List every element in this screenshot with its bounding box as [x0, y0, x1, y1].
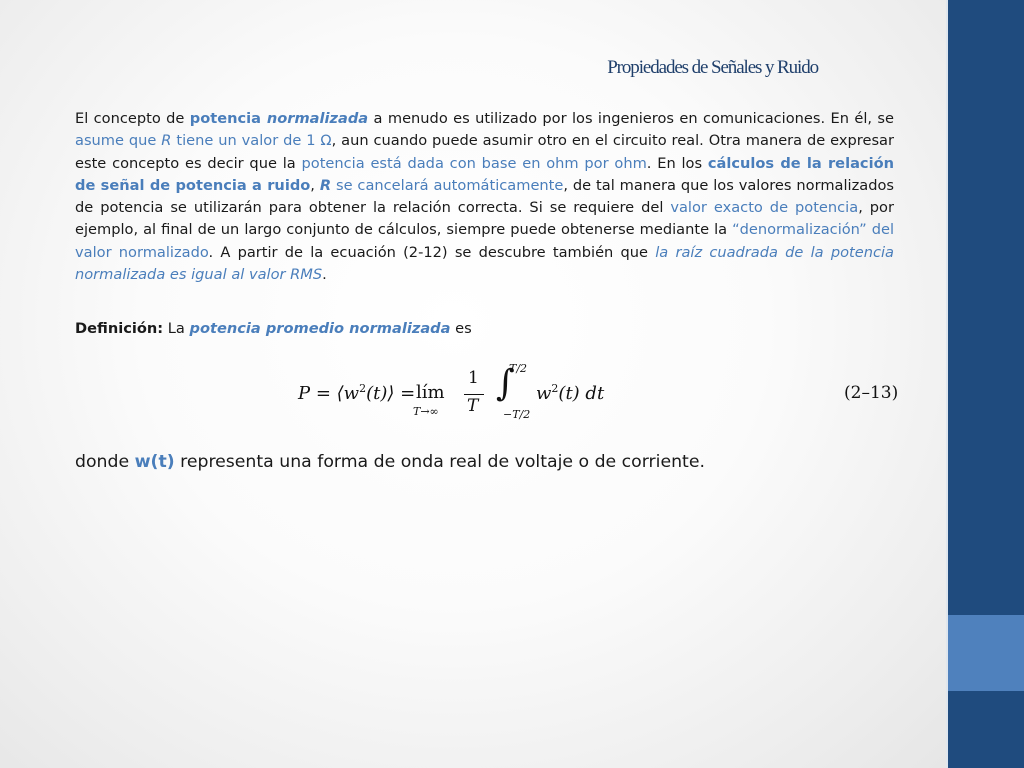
equation-lhs-start: P = ⟨w [298, 383, 360, 404]
text-run: . En los [646, 154, 708, 172]
equation-integrand-rest: (t) dt [558, 383, 605, 404]
highlight-variable: R [319, 176, 332, 194]
equation-fraction-bar [464, 394, 484, 395]
equation-number: (2–13) [844, 383, 899, 403]
equation-limit-subscript: T→∞ [413, 405, 439, 418]
definition-line [75, 320, 472, 337]
equation-integrand-var: w [536, 383, 552, 404]
equation-lower-limit: −T/2 [503, 408, 531, 421]
highlight-text: potencia está dada con base en ohm por ohm [301, 154, 647, 172]
text-run: es [450, 320, 472, 337]
highlight-text: asume que [75, 132, 162, 150]
equation-upper-limit: T/2 [509, 362, 528, 375]
equation-limit: lím [416, 382, 445, 403]
definition-label: Definición: [75, 320, 164, 337]
equation-fraction-denominator: T [467, 396, 479, 416]
text-run: donde [75, 452, 135, 472]
highlight-italic: la raíz cuadrada de la potencia normalizada es igual al valor RMS [75, 243, 894, 284]
sidebar-accent-block [948, 615, 1024, 691]
text-run: , aun cuando puede asumir otro en el circuito real. Otra manera de expresar este concepto es decir que la [75, 132, 894, 172]
highlight-text: se cancelará automáticamente [335, 176, 564, 194]
text-run: , por ejemplo, al final de un largo conjunto de cálculos, siempre puede obtenerse mediante la [75, 199, 894, 239]
highlight-term: potencia [189, 110, 267, 127]
where-variable: w(t) [134, 452, 175, 472]
where-line [75, 452, 705, 472]
equation [296, 362, 616, 428]
highlight-text: tiene un valor de 1 Ω [171, 132, 332, 150]
highlight-variable: R [161, 132, 172, 150]
highlight-text: “denormalización” del valor normalizado [75, 221, 894, 261]
equation-integrand-exponent: 2 [551, 382, 559, 395]
definition-term: potencia promedio normalizada [189, 320, 451, 337]
text-run: El concepto de [75, 110, 190, 127]
text-run: , [310, 176, 320, 194]
text-run: representa una forma de onda real de voltaje o de corriente. [174, 452, 705, 472]
slide-title: Propiedades de Señales y Ruido [607, 57, 818, 78]
highlight-term: normalizada [266, 110, 369, 127]
highlight-text: valor exacto de potencia [670, 199, 859, 217]
body-paragraph [75, 108, 894, 286]
text-run: a menudo es utilizado por los ingenieros en comunicaciones. En él, se [368, 110, 894, 127]
text-run: , de tal manera que los valores normalizados de potencia se utilizarán para obtener la relación correcta. Si se requiere del [75, 176, 894, 217]
equation-lhs-exponent: 2 [359, 382, 367, 395]
equation-lhs [298, 382, 415, 404]
sidebar-decoration [946, 0, 1024, 768]
equation-lhs-end: (t)⟩ = [366, 383, 416, 404]
equation-fraction-numerator: 1 [468, 368, 479, 388]
text-run: . [322, 266, 327, 284]
text-run: . A partir de la ecuación (2-12) se descubre también que [208, 243, 656, 261]
text-run: La [163, 320, 190, 337]
equation-integral-sign: ∫ [496, 363, 515, 404]
highlight-term: cálculos de la relación de señal de potencia a ruido [75, 154, 894, 194]
equation-integrand [536, 382, 604, 404]
